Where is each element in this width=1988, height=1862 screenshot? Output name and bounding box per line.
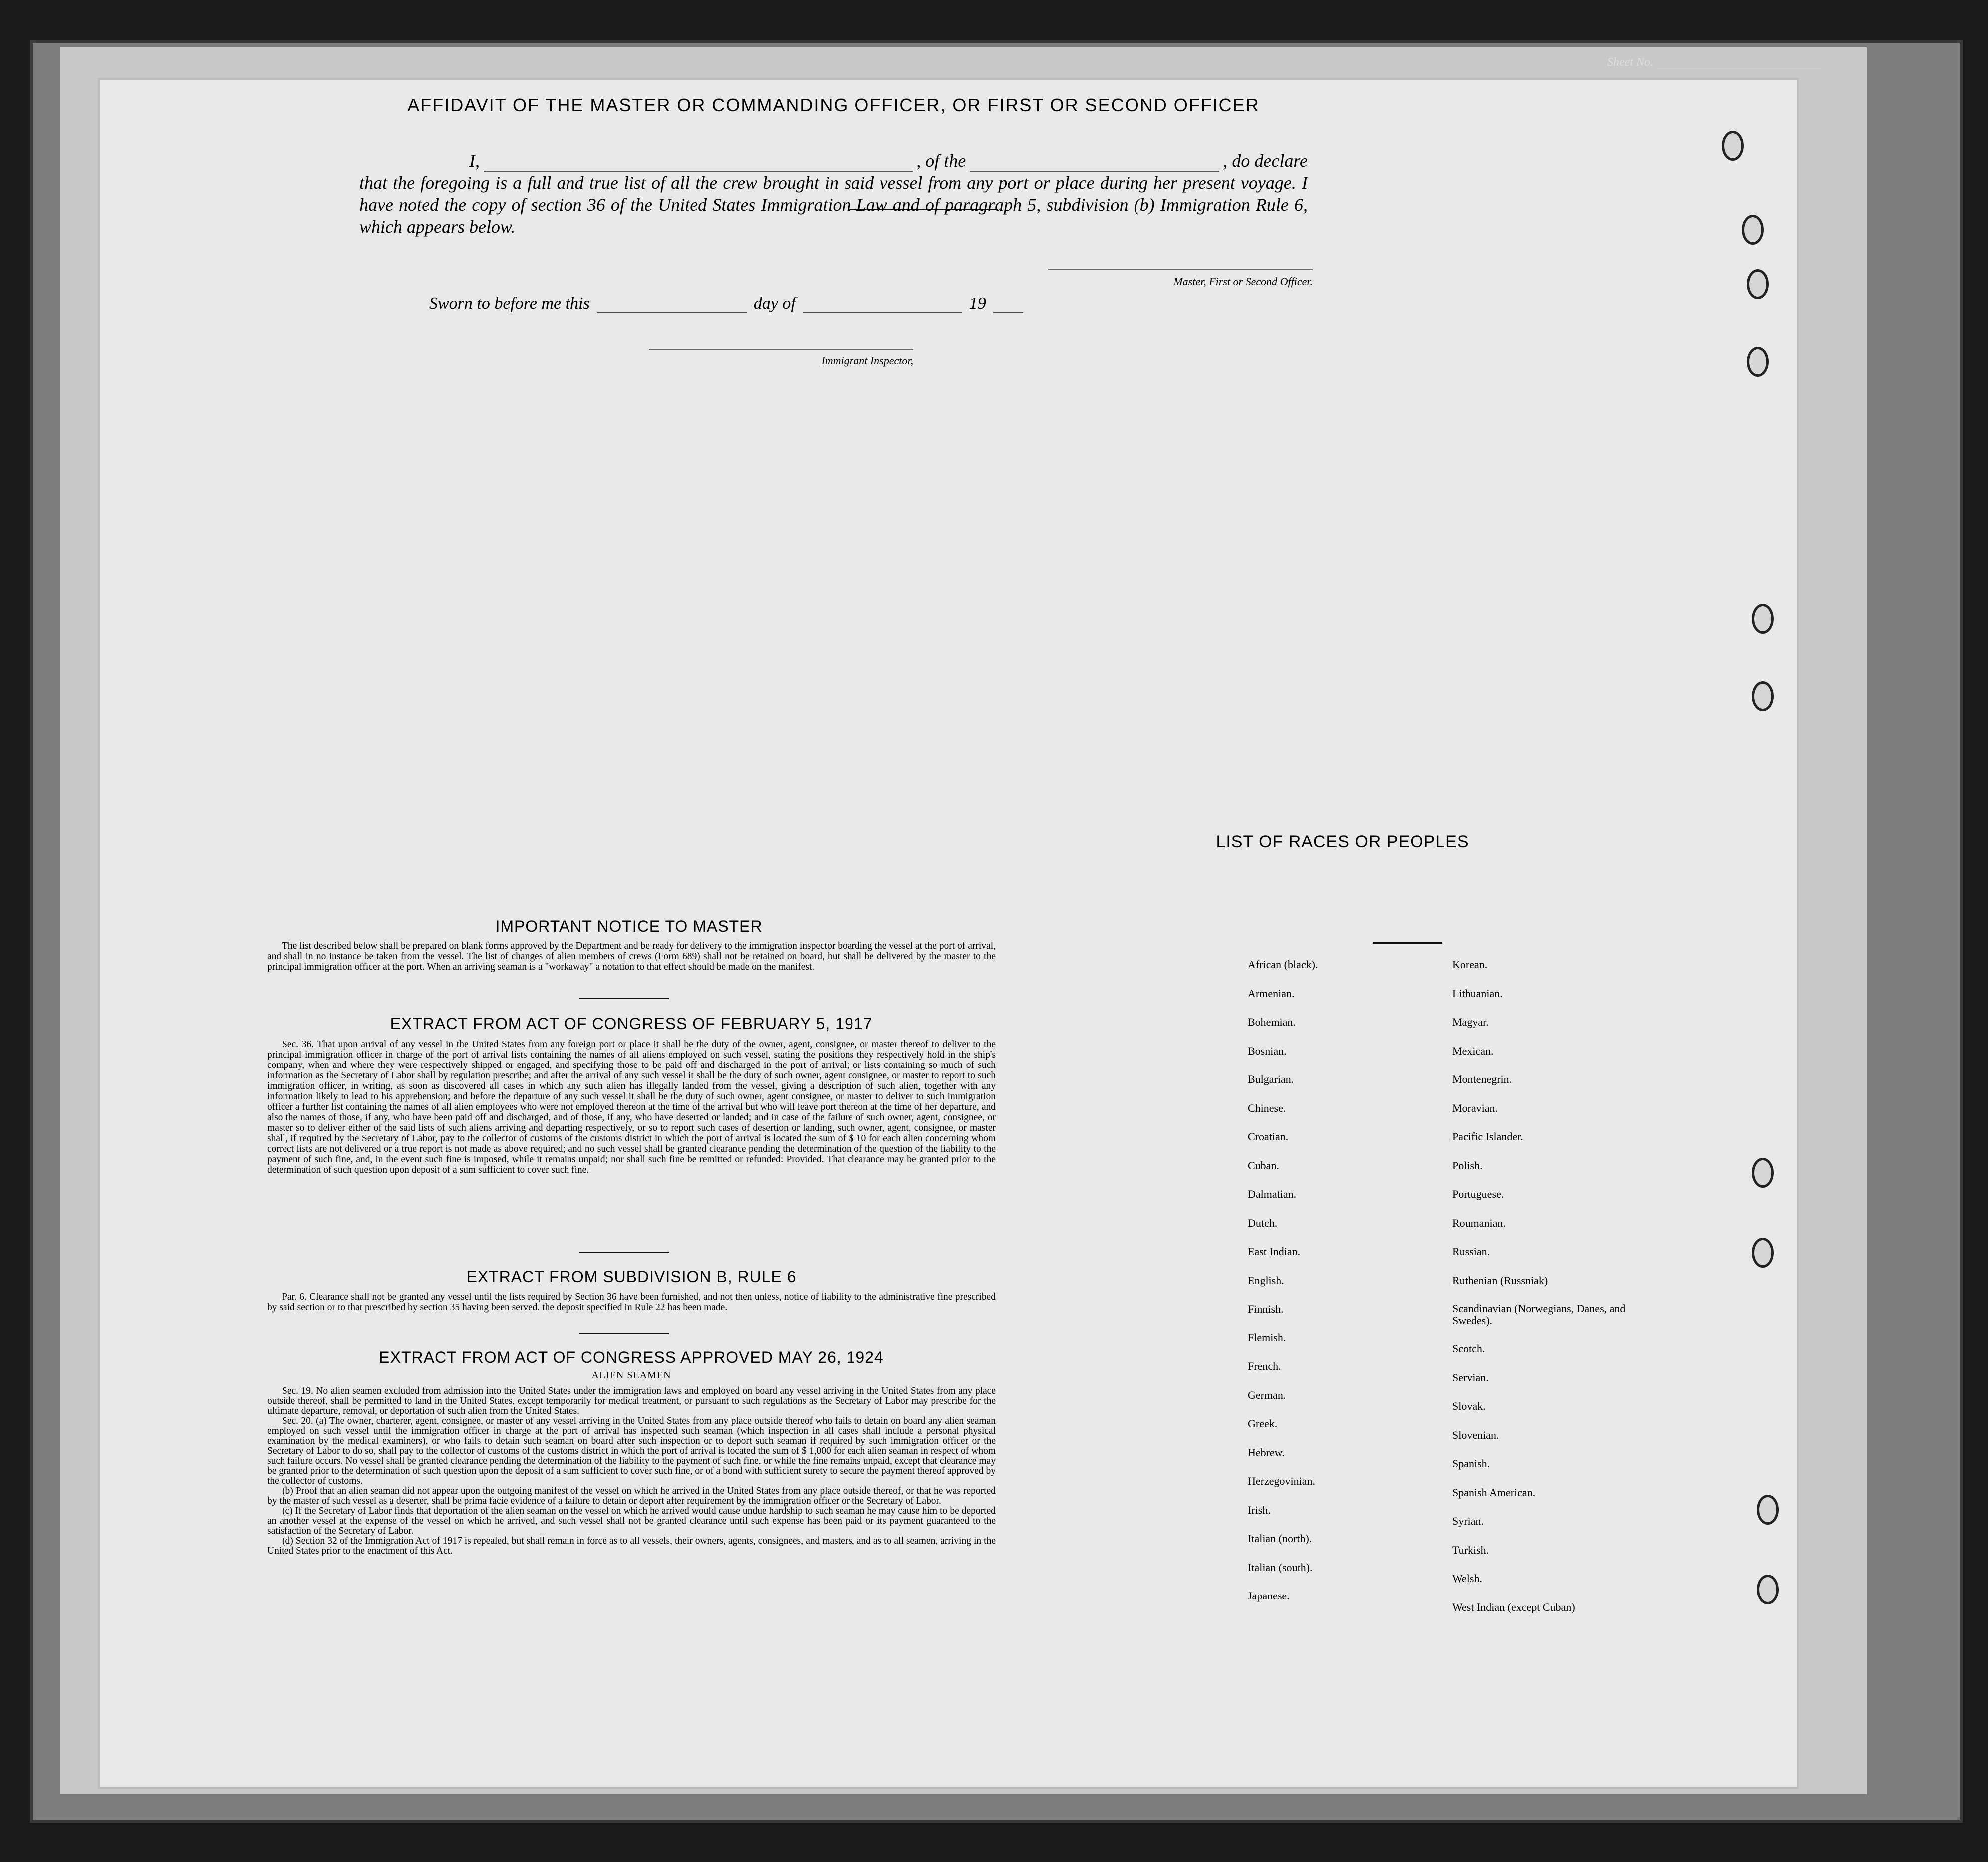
month-blank[interactable] <box>803 297 962 313</box>
affidavit-body: that the foregoing is a full and true list of all the crew brought in said vessel from any port or place during her present voyage. I have noted the copy of section 36 of the United States Immigration Law and of paragraph 5, subdivision (b) Immigration Rule 6, which appears below. <box>359 173 1308 237</box>
binder-hole <box>1747 269 1769 299</box>
rule6-rule <box>579 1333 669 1334</box>
race-item: West Indian (except Cuban) <box>1452 1600 1575 1613</box>
races-column-1 <box>1248 958 1437 1618</box>
race-item: Polish. <box>1452 1159 1483 1172</box>
race-item: Cuban. <box>1248 1159 1279 1172</box>
race-item: Portuguese. <box>1452 1188 1504 1200</box>
vessel-blank[interactable] <box>970 156 1219 172</box>
race-item: East Indian. <box>1248 1245 1301 1258</box>
year-blank[interactable] <box>993 297 1023 313</box>
race-item: Montenegrin. <box>1452 1073 1512 1085</box>
race-item: Bulgarian. <box>1248 1073 1294 1085</box>
race-item: Moravian. <box>1452 1101 1498 1114</box>
race-item: Mexican. <box>1452 1044 1494 1057</box>
race-item: African (black). <box>1248 958 1318 971</box>
extract-1917-title: EXTRACT FROM ACT OF CONGRESS OF FEBRUARY 5, 1917 <box>390 1015 873 1033</box>
year-prefix: 19 <box>969 294 986 313</box>
day-blank[interactable] <box>597 297 747 313</box>
race-item: Welsh. <box>1452 1572 1482 1585</box>
extract-1924-paragraph: (c) If the Secretary of Labor finds that deportation of the alien seaman on the vessel on which he arrived would cause undue hardship to such seaman he may cause him to be deported an another vessel at the expense of the vessel on which he arrived, and such vessel shall not be granted clearance until such expense has been paid or its payment guaranteed to the satisfaction of the Secretary of Labor. <box>267 1506 996 1536</box>
sworn-prefix: Sworn to before me this <box>429 294 590 313</box>
notice-paragraph: The list described below shall be prepared on blank forms approved by the Department and be ready for delivery to the immigration inspector boarding the vessel at the port of arrival, and shall in no instance be taken from the vessel. The list of changes of alien members of crews (Form 689) shall not be retained on board, but shall be delivered by the master to the principal immigration officer at the port. When an arriving seaman is a "workaway" a notation to that effect should be made on the manifest. <box>267 941 996 972</box>
race-item: Herzegovinian. <box>1248 1475 1315 1487</box>
do-declare-label: , do declare <box>1223 151 1308 171</box>
race-item: Bohemian. <box>1248 1016 1296 1028</box>
races-title: LIST OF RACES OR PEOPLES <box>1216 832 1469 851</box>
race-item: Croatian. <box>1248 1130 1289 1143</box>
race-item: German. <box>1248 1388 1286 1401</box>
race-item: Lithuanian. <box>1452 987 1503 1000</box>
race-item: Servian. <box>1452 1371 1489 1384</box>
race-item: Japanese. <box>1248 1590 1290 1602</box>
binder-hole <box>1757 1575 1779 1604</box>
race-item: Turkish. <box>1452 1543 1489 1556</box>
rule6-text <box>267 1292 996 1313</box>
races-rule <box>1373 942 1442 944</box>
race-item: Ruthenian (Russniak) <box>1452 1274 1548 1287</box>
notice-rule <box>579 998 669 999</box>
race-item: Magyar. <box>1452 1016 1489 1028</box>
race-item: English. <box>1248 1274 1284 1287</box>
extract-1924-title: EXTRACT FROM ACT OF CONGRESS APPROVED MAY 26, 1924 <box>379 1348 884 1366</box>
binder-hole <box>1752 1238 1774 1268</box>
race-item: Korean. <box>1452 958 1488 971</box>
race-item: Finnish. <box>1248 1303 1284 1315</box>
master-signature-line: Master, First or Second Officer. <box>1048 269 1313 288</box>
race-item: Slovak. <box>1452 1400 1486 1412</box>
notice-text <box>267 941 996 972</box>
races-column-2 <box>1452 958 1662 1629</box>
extract-1924-paragraph: (b) Proof that an alien seaman did not appear upon the outgoing manifest of the vessel on which he arrived in the United States from any place outside thereof, or that he was reported by the master of such vessel as a deserter, shall be prima facie evidence of a failure to detain or deport after requirement by the immigration officer or the Secretary of Labor. <box>267 1486 996 1506</box>
binder-hole <box>1757 1495 1779 1525</box>
binder-hole <box>1752 604 1774 634</box>
name-blank[interactable] <box>484 156 913 172</box>
i-label: I, <box>469 151 480 171</box>
extract-1917-rule <box>579 1252 669 1253</box>
extract-1924-paragraph: Sec. 20. (a) The owner, charterer, agent, consignee, or master of any vessel arriving in the United States from any place outside thereof who fails to detain on board any alien seaman employed on such vessel until the immigration officer in charge at the port of arrival has inspected such seaman (which inspection in all cases shall include a personal physical examination by the medical examiners), or who fails to detain such seaman on board after such inspection or to deport such seaman if required by such immigration officer or the Secretary of Labor to do so, shall pay to the collector of customs of the customs district in which the port of arrival is located the sum of $ 1,000 for each alien seaman in respect of whom such failure occurs. No vessel shall be granted clearance pending the determination of the liability to the payment of such fine, or while the fine remains unpaid, except that clearance may be granted prior to the determination of such question upon the deposit of a sum sufficient to cover such fine, or of a bond with sufficient surety to secure the payment thereof approved by the collector of customs. <box>267 1416 996 1486</box>
race-item: Irish. <box>1248 1503 1271 1516</box>
extract-1924-subtitle: ALIEN SEAMEN <box>591 1370 671 1381</box>
race-item: Russian. <box>1452 1245 1490 1258</box>
race-item: Greek. <box>1248 1417 1278 1430</box>
rule6-paragraph: Par. 6. Clearance shall not be granted any vessel until the lists required by Section 36 have been furnished, and not then unless, notice of liability to the administrative fine prescribed by said section or to that prescribed by section 35 having been served. the deposit specified in Rule 22 has been made. <box>267 1292 996 1313</box>
extract-1924-paragraph: (d) Section 32 of the Immigration Act of 1917 is repealed, but shall remain in force as to all vessels, their owners, agents, consignees, and masters, and as to all seamen, arriving in the United States prior to the enactment of this Act. <box>267 1536 996 1556</box>
race-item: Spanish American. <box>1452 1486 1536 1499</box>
binder-hole <box>1742 215 1764 245</box>
race-item: Roumanian. <box>1452 1216 1506 1229</box>
race-item: Dutch. <box>1248 1216 1278 1229</box>
race-item: Pacific Islander. <box>1452 1130 1523 1143</box>
of-the-label: , of the <box>916 151 966 171</box>
extract-1917-paragraph: Sec. 36. That upon arrival of any vessel in the United States from any foreign port or place it shall be the duty of the owner, agent, consignee, or master thereof to deliver to the principal immigration officer in charge of the port of arrival lists containing the names of all aliens employed on such vessel, stating the positions they respectively hold in the ship's company, when and where they were respectively shipped or engaged, and specifying those to be paid off and discharged in the port of arrival; or lists containing so much of such information as the Secretary of Labor shall by regulation prescribe; and after the arrival of any such vessel it shall be the duty of such owner, agent consignee, or master to report to such immigration officer, in writing, as soon as discovered all cases in which any such alien has illegally landed from the vessel, giving a description of such alien, together with any information likely to lead to his apprehension; and before the departure of any such vessel it shall be the duty of such owner, agent consignee, or master to deliver to such immigration officer a further list containing the names of all alien employees who were not employed thereon at the time of the arrival but who will leave port thereon at the time of her departure, and also the names of those, if any, who have been paid off and discharged, and of those, if any, who have deserted or landed; and in case of the failure of such owner, agent, consignee, or master so to deliver either of the said lists of such aliens arriving and departing respectively, or so to report such cases of desertion or landing, such owner, agent, consignee, or master shall, if required by the Secretary of Labor, pay to the collector of customs of the customs district in which the port of arrival is located the sum of $ 10 for each alien concerning whom correct lists are not delivered or a true report is not made as above required; and no such vessel shall be granted clearance pending the determination of the question of the liability to the payment of such fine, and, in the event such fine is imposed, while it remains unpaid; nor shall such fine be remitted or refunded: Provided. That clearance may be granted prior to the determination of such question upon deposit of a sum sufficient to cover such fine. <box>267 1039 996 1175</box>
day-of-label: day of <box>753 294 796 313</box>
inspector-signature-line: Immigrant Inspector, <box>649 349 913 367</box>
binder-hole <box>1747 347 1769 377</box>
race-item: Scandinavian (Norwegians, Danes, and Swedes). <box>1452 1302 1626 1327</box>
notice-title: IMPORTANT NOTICE TO MASTER <box>495 917 763 935</box>
rule6-title: EXTRACT FROM SUBDIVISION B, RULE 6 <box>466 1268 797 1286</box>
sworn-line <box>429 294 1023 313</box>
binder-hole <box>1722 131 1744 161</box>
race-item: Armenian. <box>1248 987 1295 1000</box>
race-item: Italian (north). <box>1248 1532 1312 1545</box>
race-item: Flemish. <box>1248 1331 1286 1344</box>
race-item: Spanish. <box>1452 1457 1490 1470</box>
race-item: Syrian. <box>1452 1515 1484 1527</box>
affidavit-text <box>359 150 1308 238</box>
binder-hole <box>1752 1158 1774 1188</box>
binder-hole <box>1752 681 1774 711</box>
extract-1917-text <box>267 1039 996 1175</box>
race-item: Slovenian. <box>1452 1428 1499 1441</box>
extract-1924-text <box>267 1386 996 1556</box>
race-item: Chinese. <box>1248 1101 1286 1114</box>
race-item: Dalmatian. <box>1248 1188 1297 1200</box>
sheet-no <box>1607 56 1821 69</box>
race-item: Scotch. <box>1452 1342 1485 1355</box>
extract-1924-paragraph: Sec. 19. No alien seamen excluded from admission into the United States under the immigration laws and employed on board any vessel arriving in the United States from any place outside thereof, shall be permitted to land in the United States, except temporarily for medical treatment, or pursuant to such regulations as the Secretary of Labor may prescribe for the ultimate departure, removal, or deportation of such alien from the United States. <box>267 1386 996 1416</box>
race-item: French. <box>1248 1360 1281 1372</box>
sheet-no-label: Sheet No. <box>1607 56 1653 69</box>
race-item: Italian (south). <box>1248 1561 1313 1574</box>
race-item: Hebrew. <box>1248 1446 1285 1459</box>
race-item: Bosnian. <box>1248 1044 1287 1057</box>
affidavit-title: AFFIDAVIT OF THE MASTER OR COMMANDING OFFICER, OR FIRST OR SECOND OFFICER <box>407 95 1260 115</box>
